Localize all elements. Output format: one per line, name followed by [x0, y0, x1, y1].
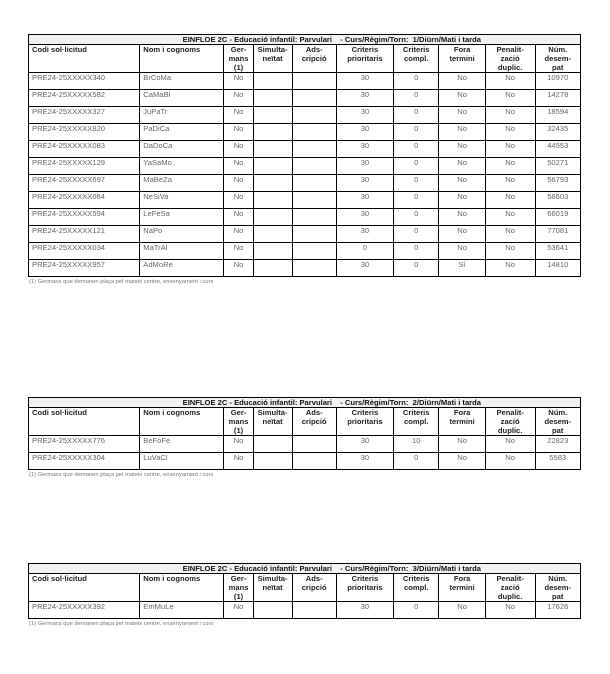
table-title-shift: - Curs/Règim/Torn: 1/Diürn/Mati i tarda	[336, 35, 481, 44]
cell-adscripcio	[292, 158, 336, 175]
cell-criteris-compl: 10	[394, 436, 439, 453]
cell-germans: No	[224, 90, 253, 107]
cell-germans: No	[224, 158, 253, 175]
column-header-simultaneitat: Simulta- neïtat	[253, 408, 292, 436]
cell-criteris-compl: 0	[394, 602, 439, 619]
column-header-criteris-prioritaris: Criteris prioritaris	[336, 408, 393, 436]
cell-num-desempat: 66019	[535, 209, 581, 226]
cell-germans: No	[224, 436, 253, 453]
cell-penalitzacio-duplic: No	[485, 141, 535, 158]
column-header-adscripcio: Ads- cripció	[292, 408, 336, 436]
cell-criteris-prioritaris: 30	[336, 141, 393, 158]
cell-penalitzacio-duplic: No	[485, 90, 535, 107]
cell-simultaneitat	[253, 209, 292, 226]
cell-penalitzacio-duplic: No	[485, 73, 535, 90]
table-title-row	[29, 35, 581, 45]
table-row	[29, 436, 581, 453]
column-header-criteris-compl: Criteris compl.	[394, 574, 439, 602]
admission-table	[28, 34, 581, 277]
cell-codi-sollicitud: PRE24-25XXXXX084	[29, 192, 140, 209]
cell-germans: No	[224, 453, 253, 470]
table-row	[29, 226, 581, 243]
cell-simultaneitat	[253, 453, 292, 470]
cell-nom-cognoms: BeFoFe	[140, 436, 224, 453]
cell-nom-cognoms: AdMoRe	[140, 260, 224, 277]
cell-criteris-compl: 0	[394, 453, 439, 470]
cell-num-desempat: 14810	[535, 260, 581, 277]
cell-criteris-compl: 0	[394, 226, 439, 243]
cell-nom-cognoms: CaMaBl	[140, 90, 224, 107]
column-header-codi-sollicitud: Codi sol·licitud	[29, 408, 140, 436]
table-header-row	[29, 574, 581, 602]
column-header-fora-termini: Fora termini	[439, 574, 485, 602]
table-header-row	[29, 408, 581, 436]
cell-germans: No	[224, 209, 253, 226]
cell-codi-sollicitud: PRE24-25XXXXX327	[29, 107, 140, 124]
cell-penalitzacio-duplic: No	[485, 453, 535, 470]
column-header-num-desempat: Núm. desem- pat	[535, 45, 581, 73]
cell-nom-cognoms: PaDiCa	[140, 124, 224, 141]
cell-fora-termini: No	[439, 107, 485, 124]
cell-fora-termini: No	[439, 436, 485, 453]
column-header-nom-cognoms: Nom i cognoms	[140, 408, 224, 436]
cell-adscripcio	[292, 73, 336, 90]
table-row	[29, 107, 581, 124]
cell-codi-sollicitud: PRE24-25XXXXX776	[29, 436, 140, 453]
column-header-germans: Ger- mans (1)	[224, 45, 253, 73]
cell-adscripcio	[292, 141, 336, 158]
cell-codi-sollicitud: PRE24-25XXXXX083	[29, 141, 140, 158]
column-header-penalitzacio-duplic: Penalit- zació duplic.	[485, 45, 535, 73]
table-row	[29, 90, 581, 107]
cell-criteris-compl: 0	[394, 158, 439, 175]
cell-adscripcio	[292, 602, 336, 619]
cell-codi-sollicitud: PRE24-25XXXXX304	[29, 453, 140, 470]
cell-fora-termini: No	[439, 453, 485, 470]
cell-criteris-compl: 0	[394, 260, 439, 277]
cell-criteris-compl: 0	[394, 124, 439, 141]
cell-adscripcio	[292, 209, 336, 226]
cell-nom-cognoms: YaSaMo	[140, 158, 224, 175]
column-header-fora-termini: Fora termini	[439, 45, 485, 73]
cell-adscripcio	[292, 124, 336, 141]
cell-simultaneitat	[253, 192, 292, 209]
cell-germans: No	[224, 107, 253, 124]
cell-simultaneitat	[253, 124, 292, 141]
column-header-codi-sollicitud: Codi sol·licitud	[29, 45, 140, 73]
cell-fora-termini: No	[439, 158, 485, 175]
cell-num-desempat: 77081	[535, 226, 581, 243]
cell-fora-termini: No	[439, 124, 485, 141]
cell-fora-termini: No	[439, 73, 485, 90]
cell-criteris-prioritaris: 30	[336, 175, 393, 192]
table-title-shift: - Curs/Règim/Torn: 3/Diürn/Mati i tarda	[336, 564, 481, 573]
cell-codi-sollicitud: PRE24-25XXXXX820	[29, 124, 140, 141]
cell-criteris-prioritaris: 30	[336, 107, 393, 124]
cell-criteris-prioritaris: 30	[336, 158, 393, 175]
cell-nom-cognoms: LuVaCl	[140, 453, 224, 470]
cell-criteris-prioritaris: 30	[336, 124, 393, 141]
table-title-course: EINFLOE 2C - Educació infantil: Parvulari	[182, 398, 332, 407]
table-row	[29, 192, 581, 209]
cell-criteris-compl: 0	[394, 107, 439, 124]
table-row	[29, 209, 581, 226]
column-header-germans: Ger- mans (1)	[224, 408, 253, 436]
column-header-criteris-prioritaris: Criteris prioritaris	[336, 574, 393, 602]
cell-penalitzacio-duplic: No	[485, 175, 535, 192]
table-title-course: EINFLOE 2C - Educació infantil: Parvulari	[182, 564, 332, 573]
cell-penalitzacio-duplic: No	[485, 260, 535, 277]
cell-num-desempat: 56793	[535, 175, 581, 192]
cell-nom-cognoms: NaPo	[140, 226, 224, 243]
cell-germans: No	[224, 192, 253, 209]
column-header-adscripcio: Ads- cripció	[292, 574, 336, 602]
cell-num-desempat: 44553	[535, 141, 581, 158]
cell-simultaneitat	[253, 141, 292, 158]
cell-simultaneitat	[253, 73, 292, 90]
cell-fora-termini: No	[439, 209, 485, 226]
cell-penalitzacio-duplic: No	[485, 209, 535, 226]
cell-criteris-compl: 0	[394, 243, 439, 260]
cell-num-desempat: 14278	[535, 90, 581, 107]
cell-fora-termini: No	[439, 243, 485, 260]
cell-fora-termini: Sí	[439, 260, 485, 277]
cell-germans: No	[224, 260, 253, 277]
cell-nom-cognoms: EmMuLe	[140, 602, 224, 619]
cell-criteris-compl: 0	[394, 192, 439, 209]
table-row	[29, 243, 581, 260]
cell-simultaneitat	[253, 243, 292, 260]
column-header-fora-termini: Fora termini	[439, 408, 485, 436]
cell-penalitzacio-duplic: No	[485, 124, 535, 141]
column-header-germans: Ger- mans (1)	[224, 574, 253, 602]
column-header-penalitzacio-duplic: Penalit- zació duplic.	[485, 408, 535, 436]
cell-num-desempat: 22823	[535, 436, 581, 453]
column-header-criteris-prioritaris: Criteris prioritaris	[336, 45, 393, 73]
cell-fora-termini: No	[439, 175, 485, 192]
cell-penalitzacio-duplic: No	[485, 192, 535, 209]
cell-adscripcio	[292, 243, 336, 260]
table-row	[29, 175, 581, 192]
cell-simultaneitat	[253, 436, 292, 453]
column-header-nom-cognoms: Nom i cognoms	[140, 574, 224, 602]
cell-codi-sollicitud: PRE24-25XXXXX582	[29, 90, 140, 107]
cell-criteris-prioritaris: 30	[336, 90, 393, 107]
table-row	[29, 141, 581, 158]
cell-criteris-prioritaris: 30	[336, 602, 393, 619]
cell-nom-cognoms: MaTrAl	[140, 243, 224, 260]
cell-fora-termini: No	[439, 141, 485, 158]
cell-simultaneitat	[253, 107, 292, 124]
cell-num-desempat: 58603	[535, 192, 581, 209]
cell-criteris-prioritaris: 30	[336, 436, 393, 453]
cell-criteris-compl: 0	[394, 175, 439, 192]
cell-germans: No	[224, 602, 253, 619]
cell-fora-termini: No	[439, 226, 485, 243]
table-row	[29, 158, 581, 175]
cell-germans: No	[224, 175, 253, 192]
cell-simultaneitat	[253, 226, 292, 243]
cell-num-desempat: 32435	[535, 124, 581, 141]
cell-penalitzacio-duplic: No	[485, 226, 535, 243]
column-header-simultaneitat: Simulta- neïtat	[253, 45, 292, 73]
cell-codi-sollicitud: PRE24-25XXXXX121	[29, 226, 140, 243]
cell-codi-sollicitud: PRE24-25XXXXX129	[29, 158, 140, 175]
cell-criteris-prioritaris: 0	[336, 243, 393, 260]
cell-nom-cognoms: MaBeZa	[140, 175, 224, 192]
column-header-codi-sollicitud: Codi sol·licitud	[29, 574, 140, 602]
table-title-row	[29, 564, 581, 574]
cell-simultaneitat	[253, 90, 292, 107]
cell-penalitzacio-duplic: No	[485, 158, 535, 175]
cell-germans: No	[224, 243, 253, 260]
cell-criteris-prioritaris: 30	[336, 453, 393, 470]
column-header-num-desempat: Núm. desem- pat	[535, 574, 581, 602]
column-header-adscripcio: Ads- cripció	[292, 45, 336, 73]
cell-germans: No	[224, 226, 253, 243]
cell-num-desempat: 5583	[535, 453, 581, 470]
cell-num-desempat: 50271	[535, 158, 581, 175]
cell-fora-termini: No	[439, 192, 485, 209]
cell-criteris-compl: 0	[394, 90, 439, 107]
table-row	[29, 602, 581, 619]
cell-adscripcio	[292, 436, 336, 453]
column-header-num-desempat: Núm. desem- pat	[535, 408, 581, 436]
cell-num-desempat: 10970	[535, 73, 581, 90]
column-header-penalitzacio-duplic: Penalit- zació duplic.	[485, 574, 535, 602]
admission-table	[28, 563, 581, 619]
cell-codi-sollicitud: PRE24-25XXXXX697	[29, 175, 140, 192]
cell-adscripcio	[292, 192, 336, 209]
cell-codi-sollicitud: PRE24-25XXXXX392	[29, 602, 140, 619]
cell-adscripcio	[292, 107, 336, 124]
cell-criteris-compl: 0	[394, 209, 439, 226]
cell-simultaneitat	[253, 602, 292, 619]
cell-germans: No	[224, 124, 253, 141]
cell-criteris-prioritaris: 30	[336, 260, 393, 277]
cell-simultaneitat	[253, 158, 292, 175]
cell-simultaneitat	[253, 260, 292, 277]
column-header-nom-cognoms: Nom i cognoms	[140, 45, 224, 73]
cell-adscripcio	[292, 90, 336, 107]
cell-criteris-prioritaris: 30	[336, 209, 393, 226]
table-row	[29, 260, 581, 277]
footnote: (1) Germans que demanen plaça pel mateix centre, ensenyament i curs	[29, 279, 214, 285]
cell-germans: No	[224, 141, 253, 158]
footnote: (1) Germans que demanen plaça pel mateix centre, ensenyament i curs	[29, 621, 214, 627]
table-row	[29, 73, 581, 90]
cell-codi-sollicitud: PRE24-25XXXXX594	[29, 209, 140, 226]
cell-penalitzacio-duplic: No	[485, 107, 535, 124]
cell-num-desempat: 18594	[535, 107, 581, 124]
cell-codi-sollicitud: PRE24-25XXXXX340	[29, 73, 140, 90]
admission-list-section	[28, 34, 581, 285]
cell-fora-termini: No	[439, 90, 485, 107]
cell-criteris-prioritaris: 30	[336, 73, 393, 90]
cell-adscripcio	[292, 226, 336, 243]
cell-germans: No	[224, 73, 253, 90]
cell-nom-cognoms: DaDoCa	[140, 141, 224, 158]
column-header-simultaneitat: Simulta- neïtat	[253, 574, 292, 602]
table-title-course: EINFLOE 2C - Educació infantil: Parvulari	[182, 35, 332, 44]
table-header-row	[29, 45, 581, 73]
cell-codi-sollicitud: PRE24-25XXXXX957	[29, 260, 140, 277]
footnote: (1) Germans que demanen plaça pel mateix centre, ensenyament i curs	[29, 472, 214, 478]
cell-criteris-prioritaris: 30	[336, 192, 393, 209]
cell-adscripcio	[292, 453, 336, 470]
cell-nom-cognoms: LeFeSa	[140, 209, 224, 226]
cell-criteris-compl: 0	[394, 141, 439, 158]
cell-simultaneitat	[253, 175, 292, 192]
admission-list-section	[28, 563, 581, 627]
table-row	[29, 453, 581, 470]
cell-penalitzacio-duplic: No	[485, 436, 535, 453]
cell-adscripcio	[292, 175, 336, 192]
cell-fora-termini: No	[439, 602, 485, 619]
admission-list-section	[28, 397, 581, 478]
column-header-criteris-compl: Criteris compl.	[394, 45, 439, 73]
table-row	[29, 124, 581, 141]
table-title-row	[29, 398, 581, 408]
cell-nom-cognoms: NeSiVa	[140, 192, 224, 209]
cell-num-desempat: 17626	[535, 602, 581, 619]
cell-num-desempat: 53641	[535, 243, 581, 260]
cell-penalitzacio-duplic: No	[485, 243, 535, 260]
cell-criteris-compl: 0	[394, 73, 439, 90]
cell-adscripcio	[292, 260, 336, 277]
cell-nom-cognoms: BrCoMa	[140, 73, 224, 90]
cell-nom-cognoms: JuPaTr	[140, 107, 224, 124]
admission-table	[28, 397, 581, 470]
cell-codi-sollicitud: PRE24-25XXXXX034	[29, 243, 140, 260]
column-header-criteris-compl: Criteris compl.	[394, 408, 439, 436]
cell-penalitzacio-duplic: No	[485, 602, 535, 619]
table-title-shift: - Curs/Règim/Torn: 2/Diürn/Mati i tarda	[336, 398, 481, 407]
cell-criteris-prioritaris: 30	[336, 226, 393, 243]
